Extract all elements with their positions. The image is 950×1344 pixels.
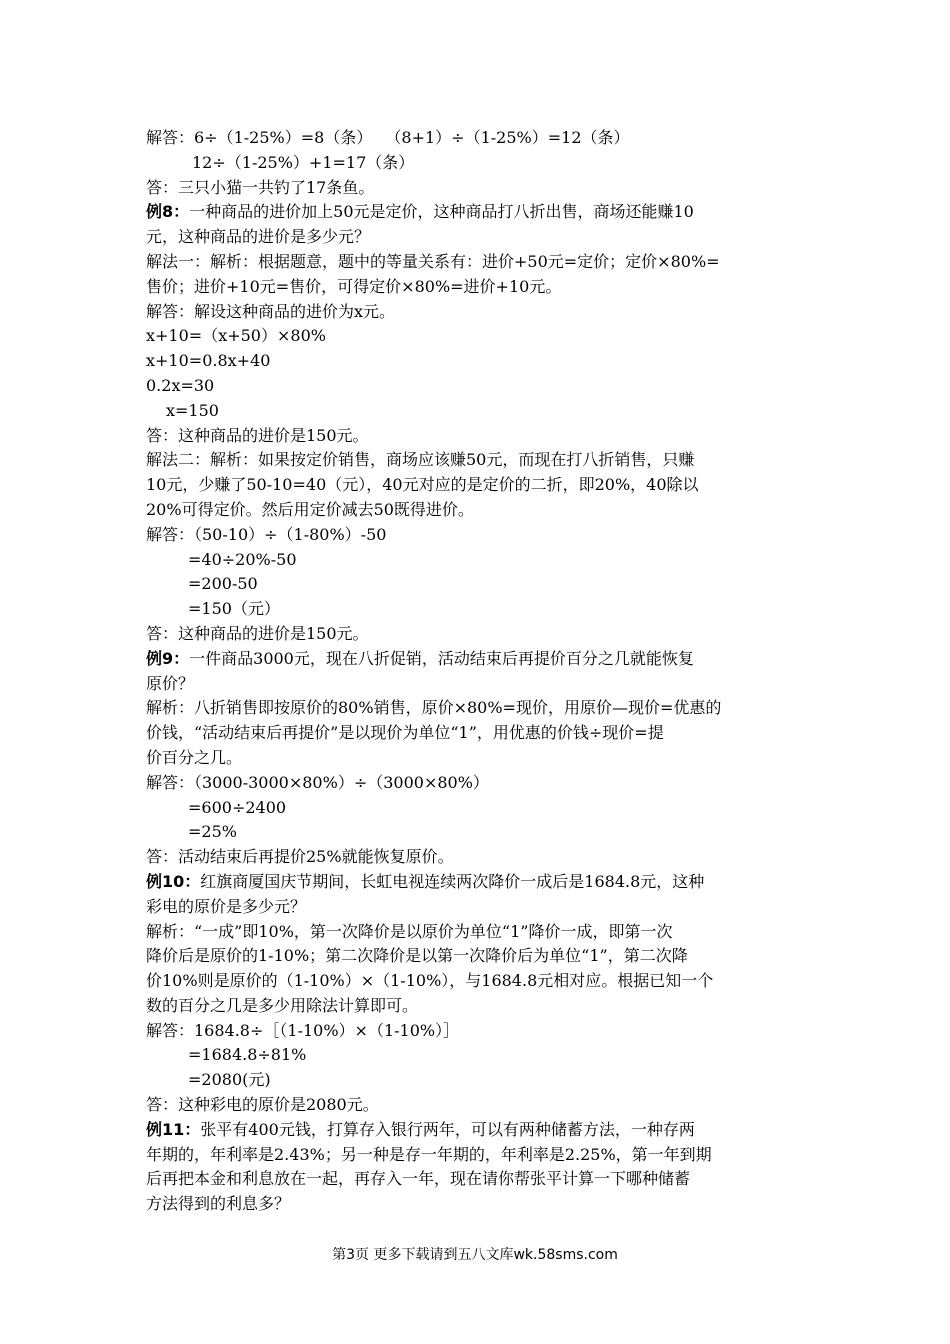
text-line: 年期的，年利率是2.43%；另一种是存一年期的，年利率是2.25%，第一年到期 — [146, 1144, 712, 1164]
text-line: 元，这种商品的进价是多少元？ — [146, 227, 371, 247]
example-8-line — [146, 200, 826, 225]
text-line: 答：这种彩电的原价是2080元。 — [146, 1095, 379, 1115]
text-line: 售价；进价+10元=售价，可得定价×80%=进价+10元。 — [146, 276, 562, 296]
equation-line: =150（元） — [188, 599, 280, 619]
text-line: 答：这种商品的进价是150元。 — [146, 425, 369, 445]
text-line: 解答：解设这种商品的进价为x元。 — [146, 301, 396, 321]
text-line: 解析：“一成”即10%，第一次降价是以原价为单位“1”降价一成，即第一次 — [146, 921, 673, 941]
text-line: 一件商品3000元，现在八折促销，活动结束后再提价百分之几就能恢复 — [189, 648, 694, 668]
text-line: 解法一：解析：根据题意，题中的等量关系有：进价+50元=定价；定价×80%= — [146, 251, 720, 271]
text-line: 解答：（3000-3000×80%）÷（3000×80%） — [146, 772, 489, 792]
equation-line: x+10=（x+50）×80% — [146, 326, 326, 346]
text-line: 原价？ — [146, 673, 195, 693]
example-9-line — [146, 647, 826, 672]
equation-line: =40÷20%-50 — [188, 549, 297, 569]
text-line: 降价后是原价的1-10%；第二次降价是以第一次降价后为单位“1”，第二次降 — [146, 946, 688, 966]
text-line: 解答：6÷（1-25%）=8（条） （8+1）÷（1-25%）=12（条） — [146, 128, 630, 147]
example-label: 例8： — [146, 202, 190, 222]
text-line: 彩电的原价是多少元？ — [146, 896, 307, 916]
text-line: 答：活动结束后再提价25%就能恢复原价。 — [146, 847, 454, 867]
text-line: 红旗商厦国庆节期间，长虹电视连续两次降价一成后是1684.8元，这种 — [200, 871, 705, 891]
equation-line: =2080(元) — [188, 1070, 271, 1090]
equation-line: =200-50 — [188, 574, 258, 594]
equation-line: =600÷2400 — [188, 797, 287, 817]
text-line: 数的百分之几是多少用除法计算即可。 — [146, 995, 419, 1015]
text-line: 10元，少赚了50-10=40（元），40元对应的是定价的二折，即20%，40除以 — [146, 475, 699, 495]
example-label: 例10： — [146, 871, 201, 891]
text-line: 20%可得定价。然后用定价减去50既得进价。 — [146, 499, 474, 519]
text-line: 解法二：解析：如果按定价销售，商场应该赚50元，而现在打八折销售，只赚 — [146, 450, 695, 470]
text-line: 一种商品的进价加上50元是定价，这种商品打八折出售，商场还能赚10 — [189, 202, 694, 222]
text-line: 答：这种商品的进价是150元。 — [146, 623, 369, 643]
text-line: 方法得到的利息多？ — [146, 1194, 291, 1214]
example-11-line — [146, 1118, 826, 1143]
text-line: 12÷（1-25%）+1=17（条） — [192, 152, 415, 172]
text-line: 价百分之几。 — [146, 747, 243, 767]
text-line: 价钱，“活动结束后再提价”是以现价为单位“1”，用优惠的价钱÷现价=提 — [146, 723, 664, 743]
equation-line: =1684.8÷81% — [188, 1045, 307, 1065]
text-line: 解答：（50-10）÷（1-80%）-50 — [146, 524, 387, 544]
equation-line: x=150 — [166, 400, 219, 420]
equation-line: =25% — [188, 822, 237, 842]
equation-line: x+10=0.8x+40 — [146, 351, 271, 371]
page-footer: 第3页 更多下载请到五八文库wk.58sms.com — [332, 1247, 618, 1263]
equation-line: 0.2x=30 — [146, 375, 215, 395]
text-line: 后再把本金和利息放在一起，再存入一年，现在请你帮张平计算一下哪种储蓄 — [146, 1169, 691, 1189]
example-label: 例9： — [146, 648, 190, 668]
text-line: 解析：八折销售即按原价的80%销售，原价×80%=现价，用原价—现价=优惠的 — [146, 698, 722, 718]
text-line: 解答：1684.8÷［（1-10%）×（1-10%）］ — [146, 1020, 460, 1040]
text-line: 价10%则是原价的（1-10%）×（1-10%），与1684.8元相对应。根据已知一个 — [146, 971, 714, 991]
example-10-line — [146, 870, 826, 895]
example-label: 例11： — [146, 1119, 201, 1139]
text-line: 答：三只小猫一共钓了17条鱼。 — [146, 177, 375, 197]
text-line: 张平有400元钱，打算存入银行两年，可以有两种储蓄方法，一种存两 — [200, 1119, 695, 1139]
page-body — [146, 126, 826, 1217]
